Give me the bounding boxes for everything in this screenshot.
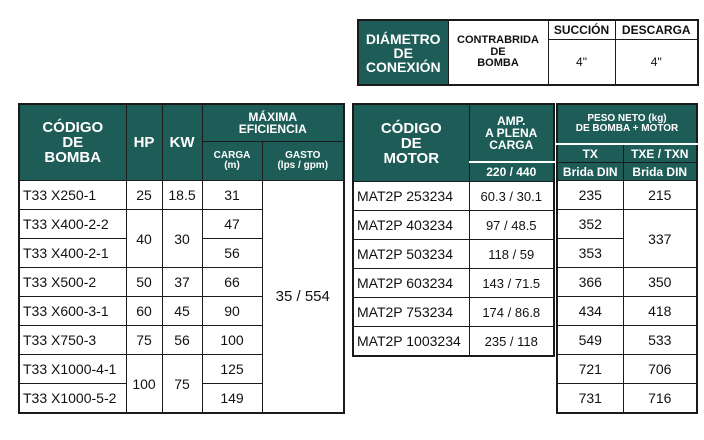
net-weight-header: PESO NETO (kg) DE BOMBA + MOTOR <box>557 104 697 144</box>
table-row <box>353 182 554 211</box>
motor-code-header: CÓDIGO DE MOTOR <box>353 104 469 182</box>
tx-header: TX <box>557 144 623 163</box>
txe-weight: 337 <box>623 210 697 268</box>
amp-value: 97 / 48.5 <box>469 211 554 240</box>
connection-table <box>357 19 699 86</box>
tx-weight: 549 <box>557 326 623 355</box>
kw-value: 45 <box>162 297 202 326</box>
suction-header: SUCCIÓN <box>548 20 615 40</box>
pump-code: T33 X250-1 <box>19 181 126 210</box>
pump-code: T33 X1000-5-2 <box>19 384 126 414</box>
amp-value: 235 / 118 <box>469 327 554 357</box>
weight-table <box>556 103 698 414</box>
tx-weight: 235 <box>557 181 623 210</box>
table-row <box>557 297 697 326</box>
table-row <box>557 326 697 355</box>
kw-value: 18.5 <box>162 181 202 210</box>
max-efficiency-header: MÁXIMA EFICIENCIA <box>202 104 344 142</box>
tx-flange-header: Brida DIN <box>557 163 623 181</box>
amp-value: 174 / 86.8 <box>469 298 554 327</box>
tx-weight: 731 <box>557 384 623 414</box>
txe-weight: 706 <box>623 355 697 384</box>
amp-value: 60.3 / 30.1 <box>469 182 554 211</box>
kw-value: 30 <box>162 210 202 268</box>
pump-table <box>18 103 345 414</box>
head-value: 90 <box>202 297 262 326</box>
amp-value: 118 / 59 <box>469 240 554 269</box>
txe-header: TXE / TXN <box>623 144 697 163</box>
tx-weight: 721 <box>557 355 623 384</box>
pump-code: T33 X600-3-1 <box>19 297 126 326</box>
pump-code: T33 X500-2 <box>19 268 126 297</box>
table-row <box>353 240 554 269</box>
kw-value: 37 <box>162 268 202 297</box>
hp-value: 25 <box>126 181 162 210</box>
table-row <box>353 269 554 298</box>
motor-code: MAT2P 603234 <box>353 269 469 298</box>
txe-weight: 418 <box>623 297 697 326</box>
motor-code: MAT2P 753234 <box>353 298 469 327</box>
motor-code: MAT2P 503234 <box>353 240 469 269</box>
hp-value: 50 <box>126 268 162 297</box>
amp-value: 143 / 71.5 <box>469 269 554 298</box>
motor-code: MAT2P 253234 <box>353 182 469 211</box>
txe-flange-header: Brida DIN <box>623 163 697 181</box>
head-value: 56 <box>202 239 262 268</box>
pump-code: T33 X400-2-2 <box>19 210 126 239</box>
pump-code: T33 X400-2-1 <box>19 239 126 268</box>
hp-header: HP <box>126 104 162 181</box>
hp-value: 75 <box>126 326 162 355</box>
table-row <box>353 298 554 327</box>
tx-weight: 353 <box>557 239 623 268</box>
table-row <box>557 210 697 239</box>
suction-value: 4" <box>548 40 615 86</box>
connection-diameter-header: DIÁMETRO DE CONEXIÓN <box>358 20 448 85</box>
kw-value: 56 <box>162 326 202 355</box>
hp-value: 100 <box>126 355 162 414</box>
txe-weight: 533 <box>623 326 697 355</box>
table-row <box>19 181 344 210</box>
kw-header: KW <box>162 104 202 181</box>
tx-weight: 352 <box>557 210 623 239</box>
pump-code: T33 X750-3 <box>19 326 126 355</box>
counterflange-header: CONTRABRIDA DE BOMBA <box>448 20 548 85</box>
flow-value: 35 / 554 <box>262 181 344 414</box>
head-value: 100 <box>202 326 262 355</box>
flow-header: GASTO (lps / gpm) <box>262 142 344 181</box>
motor-code: MAT2P 403234 <box>353 211 469 240</box>
txe-weight: 215 <box>623 181 697 210</box>
pump-code: T33 X1000-4-1 <box>19 355 126 384</box>
kw-value: 75 <box>162 355 202 414</box>
head-value: 125 <box>202 355 262 384</box>
motor-code: MAT2P 1003234 <box>353 327 469 357</box>
hp-value: 40 <box>126 210 162 268</box>
hp-value: 60 <box>126 297 162 326</box>
discharge-header: DESCARGA <box>615 20 698 40</box>
head-value: 66 <box>202 268 262 297</box>
head-value: 149 <box>202 384 262 414</box>
tx-weight: 366 <box>557 268 623 297</box>
voltage-header: 220 / 440 <box>469 162 554 182</box>
amp-header: AMP. A PLENA CARGA <box>469 104 554 162</box>
head-value: 47 <box>202 210 262 239</box>
table-row <box>557 384 697 414</box>
table-row <box>557 268 697 297</box>
discharge-value: 4" <box>615 40 698 86</box>
txe-weight: 716 <box>623 384 697 414</box>
txe-weight: 350 <box>623 268 697 297</box>
tx-weight: 434 <box>557 297 623 326</box>
table-row <box>557 355 697 384</box>
head-value: 31 <box>202 181 262 210</box>
motor-table <box>352 103 555 357</box>
head-header: CARGA (m) <box>202 142 262 181</box>
table-row <box>557 181 697 210</box>
pump-code-header: CÓDIGO DE BOMBA <box>19 104 126 181</box>
